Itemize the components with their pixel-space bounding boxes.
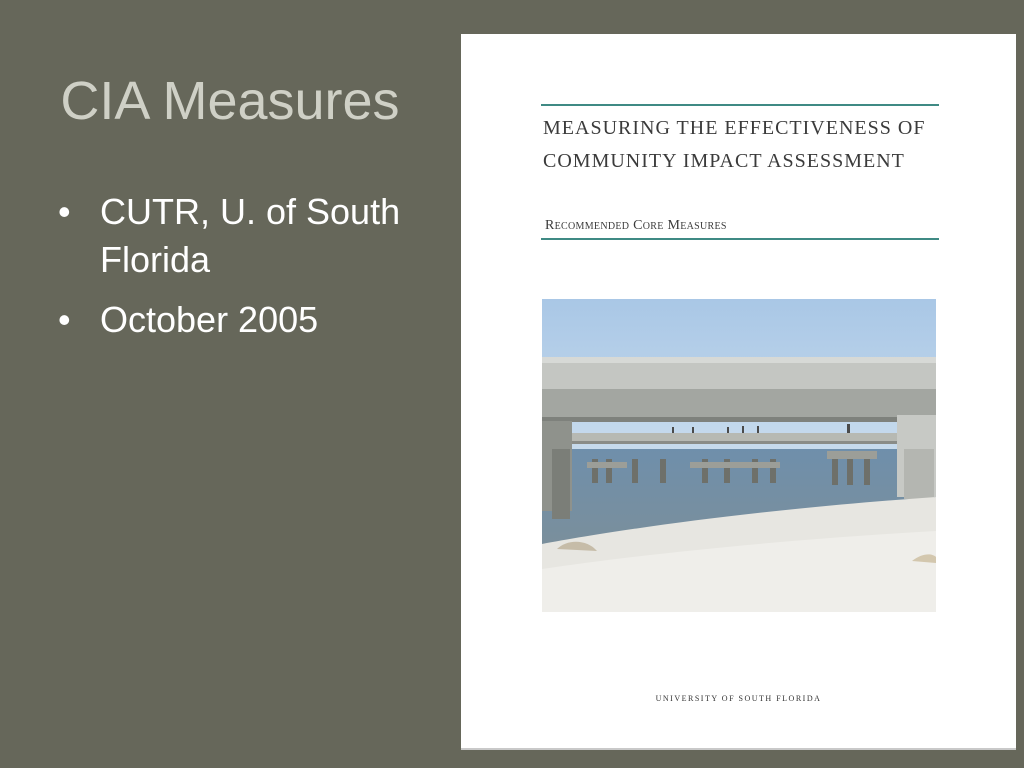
bridge-photo	[542, 299, 936, 612]
cover-top-rule	[541, 104, 939, 106]
slide-title: CIA Measures	[60, 71, 400, 132]
cover-heading: MEASURING THE EFFECTIVENESS OF COMMUNITY IMPACT ASSESSMENT	[543, 117, 926, 172]
bullet-icon: •	[58, 299, 71, 340]
report-cover-image	[461, 34, 1016, 748]
bullet-list	[58, 188, 448, 356]
bullet-icon: •	[58, 191, 71, 232]
bullet-item	[58, 188, 448, 284]
cover-bottom-rule	[541, 238, 939, 240]
cover-shadow	[461, 748, 1016, 750]
cover-subheading: Recommended Core Measures	[545, 218, 727, 233]
bullet-text: CUTR, U. of South Florida	[100, 191, 401, 280]
bullet-text: October 2005	[100, 299, 319, 340]
cover-footer: UNIVERSITY OF SOUTH FLORIDA	[655, 694, 822, 703]
bullet-item	[58, 296, 448, 344]
